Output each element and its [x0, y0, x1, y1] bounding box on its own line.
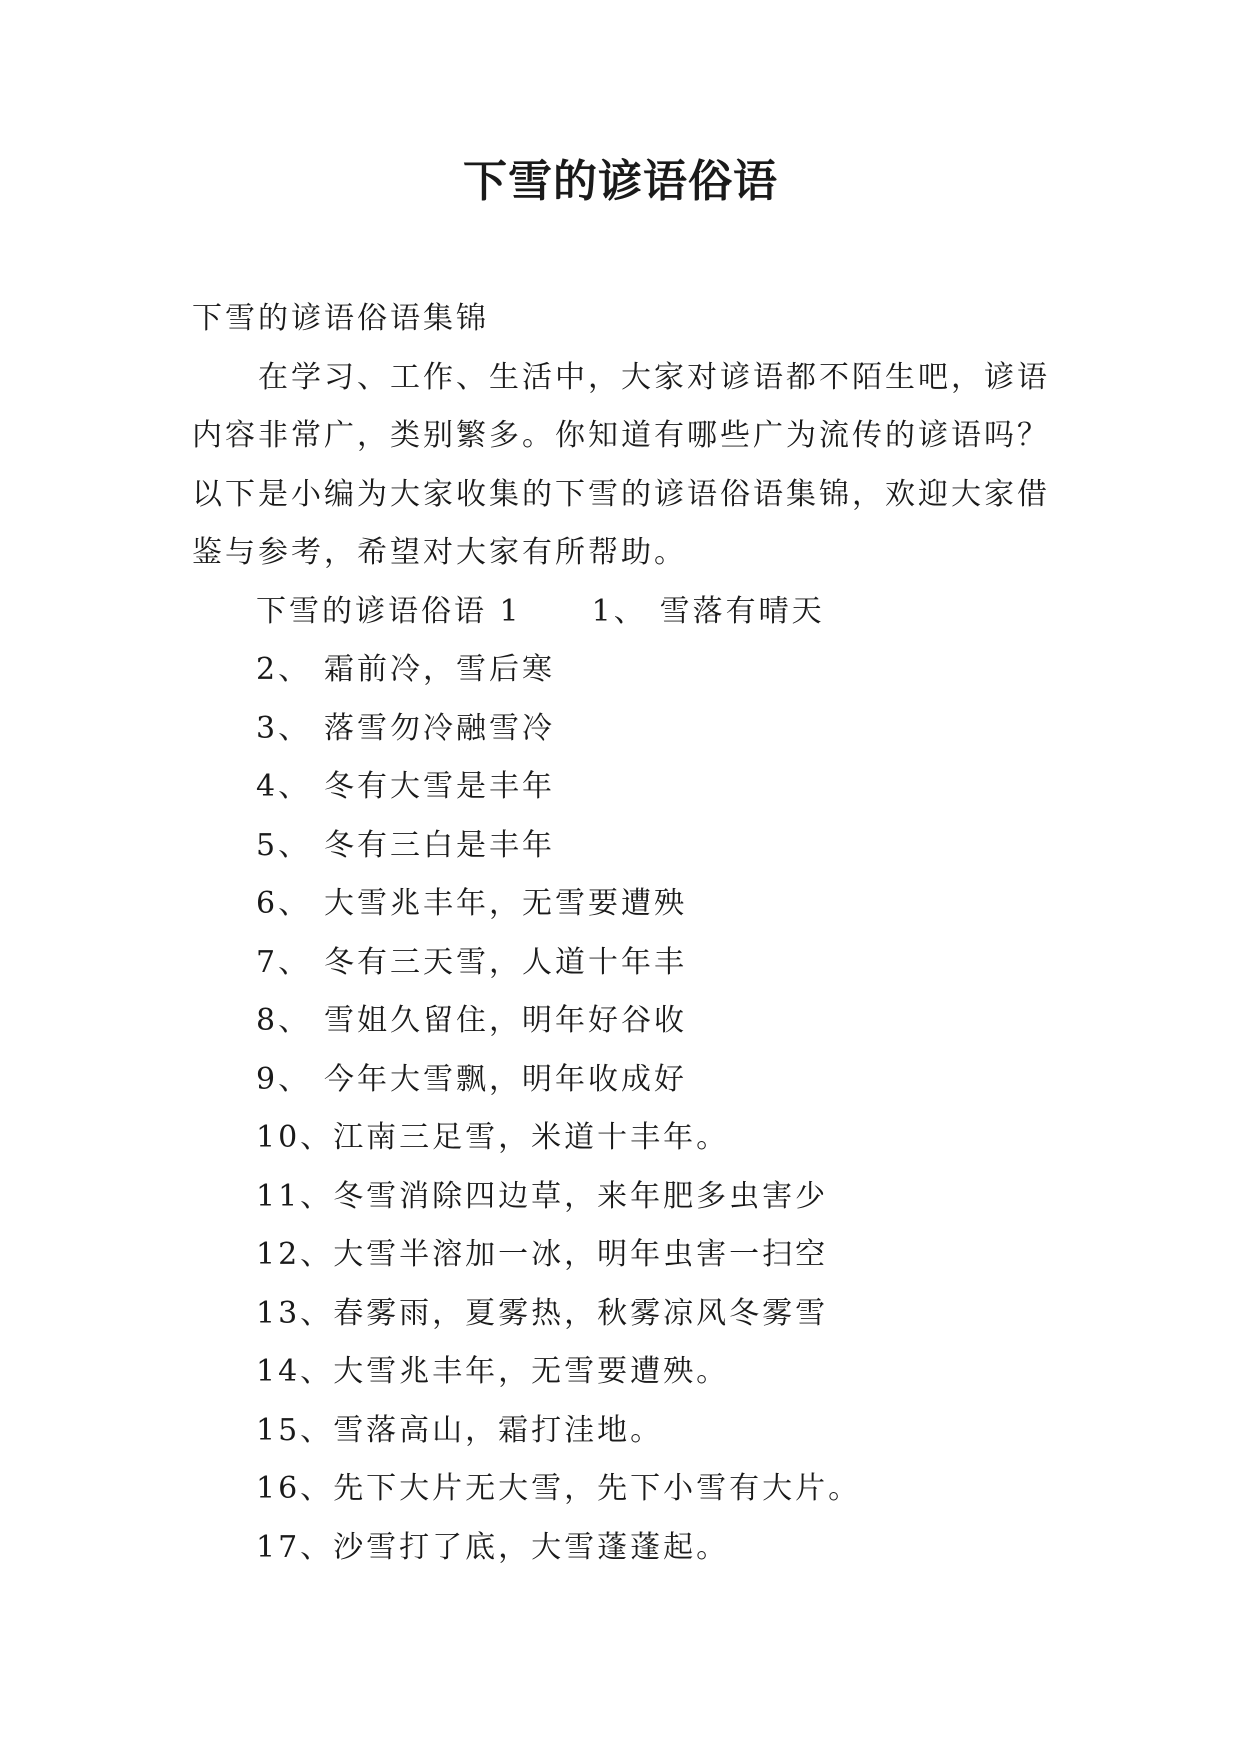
list-item-number: 12、 — [256, 1237, 334, 1272]
list-item-number: 13、 — [256, 1295, 334, 1331]
list-item-number: 2、 — [256, 652, 312, 687]
list-item-text: 大雪兆丰年，无雪要遭殃 — [324, 886, 687, 921]
list-item-text: 大雪兆丰年，无雪要遭殃。 — [333, 1354, 730, 1389]
document-body — [192, 290, 1052, 1577]
list-item-number: 7、 — [256, 944, 312, 980]
list-item-text: 大雪半溶加一冰，明年虫害一扫空 — [333, 1237, 829, 1272]
list-item-text: 冬有三白是丰年 — [324, 827, 555, 863]
list-item — [192, 1051, 1052, 1110]
list-item-number: 11、 — [256, 1178, 334, 1214]
section-heading-line — [192, 583, 1052, 642]
list-item — [192, 641, 1052, 700]
list-item-number: 10、 — [256, 1120, 334, 1155]
list-item — [192, 1109, 1052, 1168]
list-item-number: 6、 — [256, 886, 312, 921]
list-item-text: 先下大片无大雪，先下小雪有大片。 — [333, 1471, 862, 1506]
list-item-text: 落雪勿冷融雪冷 — [324, 710, 555, 746]
list-item-text: 冬有大雪是丰年 — [324, 769, 555, 804]
list-item — [192, 934, 1052, 993]
list-item — [192, 1168, 1052, 1227]
list-item-number: 15、 — [256, 1412, 334, 1448]
list-item-text: 沙雪打了底，大雪蓬蓬起。 — [333, 1529, 730, 1565]
list-item — [192, 758, 1052, 817]
list-item-number: 5、 — [256, 827, 312, 863]
list-item-number: 1、 — [591, 593, 647, 629]
list-item-number: 8、 — [256, 1003, 312, 1038]
list-item-text: 江南三足雪，米道十丰年。 — [333, 1120, 730, 1155]
list-item — [192, 817, 1052, 876]
list-item — [192, 992, 1052, 1051]
list-item-number: 3、 — [256, 710, 312, 746]
list-item — [192, 1226, 1052, 1285]
list-item-text: 春雾雨，夏雾热，秋雾凉风冬雾雪 — [333, 1295, 829, 1331]
list-item-text: 雪落有晴天 — [659, 593, 825, 629]
list-item-number: 16、 — [256, 1471, 334, 1506]
list-item-text: 雪姐久留住，明年好谷收 — [324, 1003, 687, 1038]
list-item-number: 14、 — [256, 1354, 334, 1389]
list-item-text: 今年大雪飘，明年收成好 — [324, 1061, 687, 1097]
list-item — [192, 1460, 1052, 1519]
list-item-text: 霜前冷，雪后寒 — [324, 652, 555, 687]
list-item — [192, 1519, 1052, 1578]
intro-paragraph: 在学习、工作、生活中，大家对谚语都不陌生吧，谚语内容非常广，类别繁多。你知道有哪些广为流传的谚语吗？以下是小编为大家收集的下雪的谚语俗语集锦，欢迎大家借鉴与参考，希望对大家有所帮助。 — [192, 359, 1050, 570]
list-item-number: 4、 — [256, 769, 312, 804]
list-item-text: 雪落高山，霜打洼地。 — [333, 1412, 664, 1448]
list-item-text: 冬雪消除四边草，来年肥多虫害少 — [333, 1178, 829, 1214]
list-item — [192, 700, 1052, 759]
document-title: 下雪的谚语俗语 — [463, 156, 778, 207]
list-item-number: 9、 — [256, 1061, 312, 1097]
list-item — [192, 1402, 1052, 1461]
list-item — [192, 875, 1052, 934]
list-item-text: 冬有三天雪，人道十年丰 — [324, 944, 687, 980]
list-item — [192, 1285, 1052, 1344]
list-item — [192, 1343, 1052, 1402]
list-item-number: 17、 — [256, 1529, 334, 1565]
section-heading: 下雪的谚语俗语 1 — [256, 593, 522, 629]
subtitle: 下雪的谚语俗语集锦 — [192, 301, 489, 336]
